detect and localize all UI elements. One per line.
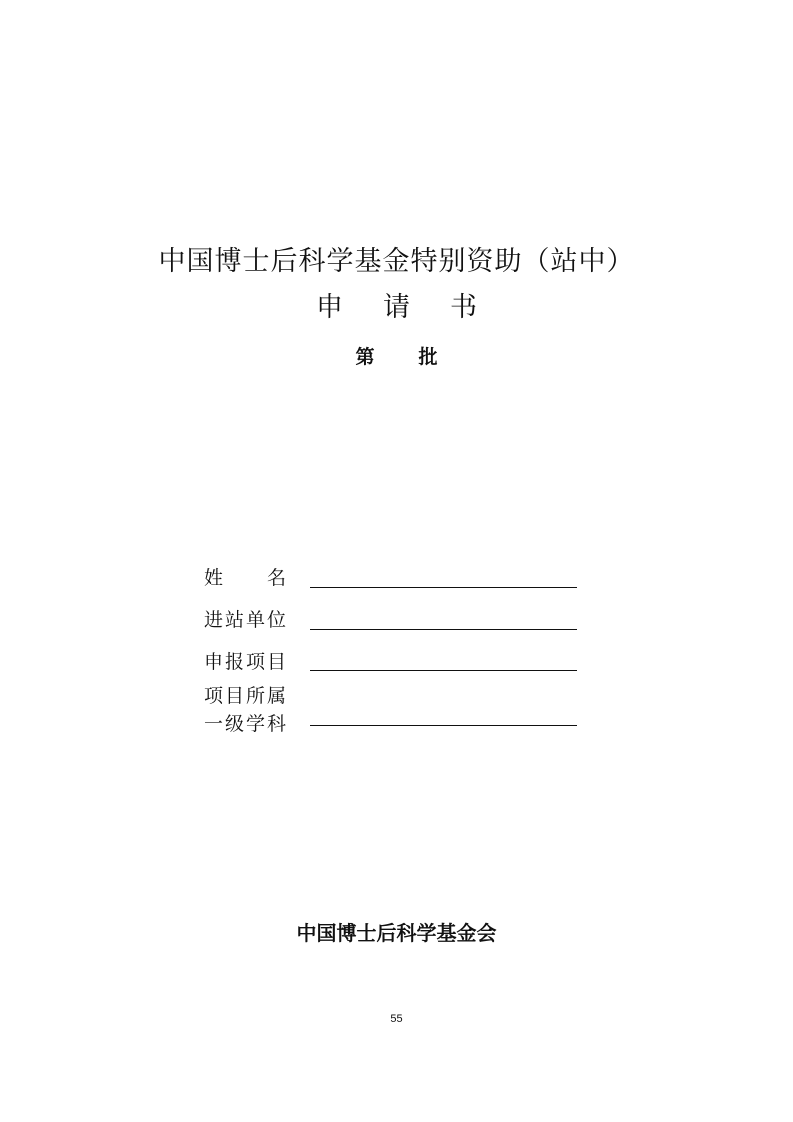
project-label: 申报项目 xyxy=(204,651,289,673)
discipline-label-line1: 项目所属 xyxy=(204,685,289,707)
batch-suffix: 批 xyxy=(418,346,438,368)
discipline-field-line[interactable] xyxy=(310,725,577,726)
discipline-label-line2: 一级学科 xyxy=(204,713,289,735)
page-number: 55 xyxy=(390,1013,403,1025)
subtitle-char-1: 申 xyxy=(316,292,343,323)
name-label: 姓 名 xyxy=(204,567,289,589)
document-subtitle xyxy=(0,290,793,326)
institution-field-line[interactable] xyxy=(310,629,577,630)
name-field-line[interactable] xyxy=(310,587,577,588)
subtitle-char-2: 请 xyxy=(383,292,410,323)
batch-prefix: 第 xyxy=(355,346,375,368)
issuing-organization: 中国博士后科学基金会 xyxy=(296,921,497,945)
project-field-line[interactable] xyxy=(310,670,577,671)
subtitle-char-3: 书 xyxy=(450,292,477,323)
batch-number-line xyxy=(0,344,793,370)
institution-label: 进站单位 xyxy=(204,609,289,631)
document-title: 中国博士后科学基金特别资助（站中） xyxy=(158,246,635,277)
